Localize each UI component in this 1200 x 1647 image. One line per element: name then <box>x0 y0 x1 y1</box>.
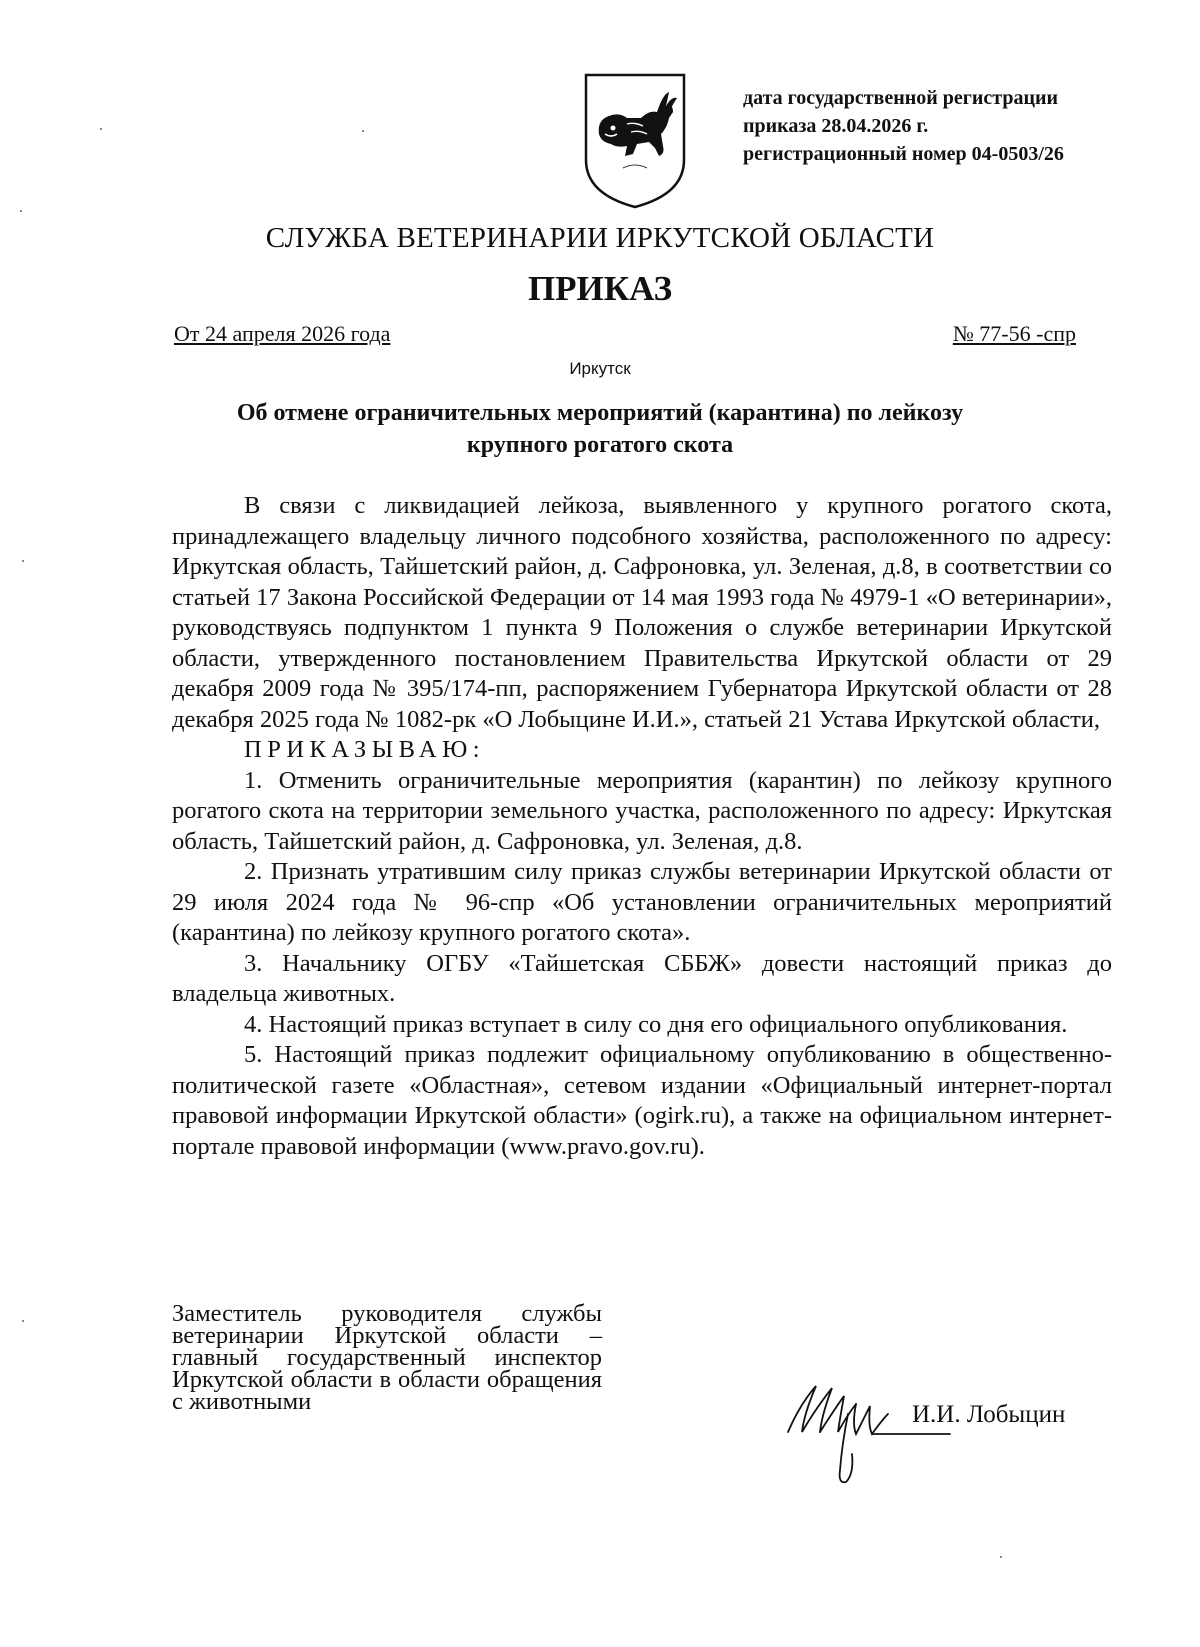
registration-date: приказа 28.04.2026 г. <box>743 115 929 137</box>
order-item: 3. Начальнику ОГБУ «Тайшетская СББЖ» довести настоящий приказ до владельца животных. <box>172 949 1112 1007</box>
document-title <box>150 397 1050 461</box>
scan-speck <box>22 560 24 562</box>
order-date: От 24 апреля 2026 года <box>174 321 391 346</box>
scan-speck <box>362 130 364 132</box>
agency-name: СЛУЖБА ВЕТЕРИНАРИИ ИРКУТСКОЙ ОБЛАСТИ <box>265 222 935 254</box>
order-item: 1. Отменить ограничительные мероприятия (карантин) по лейкозу крупного рогатого скота на территории земельного участка, расположенного по адресу: Иркутская область, Тайшетский район, д. Сафроновка, ул. Зеленая, д.8. <box>172 766 1112 855</box>
registration-number: регистрационный номер 04-0503/26 <box>743 143 1064 165</box>
document-body <box>172 491 1112 1162</box>
scan-speck <box>20 210 22 212</box>
scan-speck <box>1000 1556 1002 1558</box>
order-word: ПРИКАЗЫВАЮ: <box>244 736 486 763</box>
registration-label: дата государственной регистрации <box>743 87 1059 109</box>
document-type: ПРИКАЗ <box>527 269 673 308</box>
signer-name: И.И. Лобыцин <box>912 1401 1066 1428</box>
city: Иркутск <box>569 359 631 378</box>
coat-of-arms-icon <box>583 72 687 210</box>
document-title-line: Об отмене ограничительных мероприятий (карантина) по лейкозу <box>236 400 964 426</box>
order-item: 4. Настоящий приказ вступает в силу со дня его официального опубликования. <box>244 1010 1068 1038</box>
preamble-paragraph: В связи с ликвидацией лейкоза, выявленного у крупного рогатого скота, принадлежащего владельцу личного подсобного хозяйства, расположенного по адресу: Иркутская область, Тайшетский район, д. Сафроновка, ул. Зеленая, д.8, в соответствии со статьей 17 Закона Российской Федерации от 14 мая 1993 года № 4979-1 «О ветеринарии», руководствуясь подпунктом 1 пункта 9 Положения о службе ветеринарии Иркутской области, утвержденного постановлением Правительства Иркутской области от 29 декабря 2009 года № 395/174-пп, распоряжением Губернатора Иркутской области от 28 декабря 2025 года № 1082-рк «О Лобыцине И.И.», статьей 21 Устава Иркутской области, <box>172 492 1112 733</box>
scan-speck <box>22 1320 24 1322</box>
order-item: 5. Настоящий приказ подлежит официальному опубликованию в общественно-политической газете «Областная», сетевом издании «Официальный интернет-портал правовой информации Иркутской области» (ogirk.ru), а также на официальном интернет-портале правовой информации (www.pravo.gov.ru). <box>172 1041 1112 1160</box>
order-item: 2. Признать утратившим силу приказ службы ветеринарии Иркутской области от 29 июля 2024 года № 96-спр «Об установлении ограничительных мероприятий (карантина) по лейкозу крупного рогатого скота». <box>172 858 1112 946</box>
registration-stamp <box>743 84 1111 168</box>
order-number: № 77-56 -спр <box>952 321 1076 346</box>
handwritten-signature-icon <box>782 1374 952 1489</box>
scan-speck <box>100 128 102 130</box>
signer-position: Заместитель руководителя службы ветеринарии Иркутской области – главный государственный инспектор Иркутской области в области обращения с животными <box>172 1300 602 1415</box>
document-title-line: крупного рогатого скота <box>466 432 734 458</box>
